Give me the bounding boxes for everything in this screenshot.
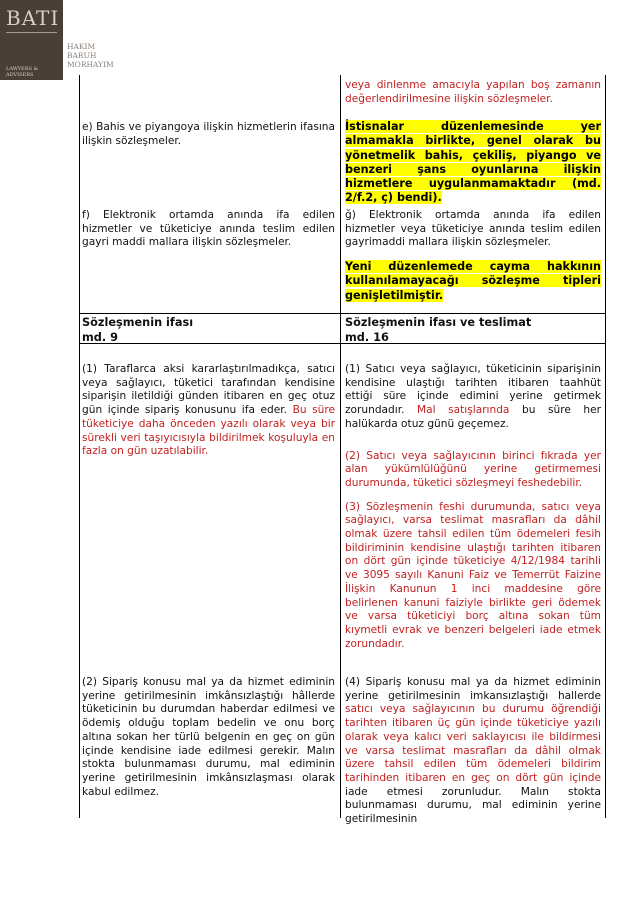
paragraph-text: iade etmesi zorunludur. Malın stokta bulunmaması durumu, mal ediminin yerine getirilmesinin xyxy=(345,785,601,826)
paragraph-text: bu süre her halükarda otuz günü geçemez. xyxy=(345,404,601,430)
article-number: md. 16 xyxy=(345,330,389,344)
table-cell xyxy=(82,676,335,799)
paragraph-text-red: Bu süre tüketiciye daha önceden yazılı olarak veya bir sürekli veri taşıyıcısıyla bildirilmek koşuluyla en fazla on gün uzatılabilir. xyxy=(82,404,335,458)
highlighted-note: İstisnalar düzenlemesinde yer almamakla birlikte, genel olarak bu yönetmelik bahis, çekiliş, piyango ve benzeri şans oyunlarına ilişkin hizmetlere uygulanmamaktadır (md. 2/f.2, ç) bendi). xyxy=(345,120,601,205)
table-cell xyxy=(82,363,335,459)
paragraph-text: (4) Sipariş konusu mal ya da hizmet ediminin yerine getirilmesinin imkansızlaştığı hallerde xyxy=(345,676,601,702)
section-header-left xyxy=(82,316,335,345)
cell-text: ğ) Elektronik ortamda anında ifa edilen hizmetler veya tüketiciye anında teslim edilen gayrimaddi mallara ilişkin sözleşmeler. xyxy=(345,209,601,249)
section-title: Sözleşmenin ifası ve teslimat xyxy=(345,316,532,329)
paragraph-text: (2) Sipariş konusu mal ya da hizmet ediminin yerine getirilmesinin imkânsızlaştığı hâllerde tüketicinin bu durumdan haberdar edilmesi ve ödemiş olduğu toplam bedelin ve onu borç altına sokan her türlü belgenin en geç on gün içinde kendisine iade edilmesi gerekir. Malın stokta bulunmaması durumu, mal ediminin yerine getirilmesinin imkânsızlaşması olarak kabul edilmez. xyxy=(82,676,335,798)
paragraph-text-red: (2) Satıcı veya sağlayıcının birinci fıkrada yer alan yükümlülüğünü yerine getirmemesi durumunda, tüketici sözleşmeyi feshedebilir. xyxy=(345,449,601,489)
logo-text: BATI xyxy=(6,6,60,30)
partner-name: HAKIM xyxy=(67,42,96,51)
table-border-right xyxy=(605,75,606,818)
logo-tagline: LAWYERS & ADVISERS xyxy=(6,66,39,78)
table-cell xyxy=(345,120,601,206)
cell-text: e) Bahis ve piyangoya ilişkin hizmetlerin ifasına ilişkin sözleşmeler. xyxy=(82,121,335,147)
logo-divider xyxy=(6,32,57,33)
table-cell xyxy=(345,363,601,651)
paragraph-text-red: (3) Sözleşmenin feshi durumunda, satıcı veya sağlayıcı, varsa teslimat masrafları da dâhil olmak üzere tahsil edilen tüm ödemeleri fesih bildiriminin kendisine ulaştığı tarihten itibaren on dört gün içinde tüketiciye 4/12/1984 tarihli ve 3095 sayılı Kanuni Faiz ve Temerrüt Faizine İlişkin Kanunun 1 inci maddesine göre belirlenen kanuni faiziyle birlikte geri ödemek ve varsa tüketiciyi borç altına sokan tüm kıymetli evrak ve benzeri belgeleri iade etmek zorundadır. xyxy=(345,500,601,650)
partner-names xyxy=(67,42,114,69)
highlighted-note: Yeni düzenlemede cayma hakkının kullanılamayacağı sözleşme tipleri genişletilmiştir. xyxy=(345,260,601,302)
table-row-divider xyxy=(79,313,606,314)
paragraph-text-red: Mal satışlarında xyxy=(417,404,510,417)
table-cell xyxy=(345,209,601,303)
firm-logo xyxy=(0,0,63,80)
table-border-left xyxy=(79,75,80,818)
table-cell xyxy=(82,121,335,148)
table-border-middle xyxy=(340,75,341,818)
cell-text: f) Elektronik ortamda anında ifa edilen hizmetler ve tüketiciye anında teslim edilen gayri maddi mallara ilişkin sözleşmeler. xyxy=(82,209,335,249)
paragraph-text-red: satıcı veya sağlayıcının bu durumu öğrendiği tarihten itibaren üç gün içinde tüketiciye yazılı olarak veya kalıcı veri saklayıcısı ile bildirmesi ve varsa teslimat masrafları da dâhil olmak üzere tahsil edilen tüm ödemeleri bildirim tarihinden itibaren en geç on dört gün içinde xyxy=(345,703,601,784)
cell-text: veya dinlenme amacıyla yapılan boş zamanın değerlendirilmesine ilişkin sözleşmeler. xyxy=(345,79,601,105)
table-cell xyxy=(82,209,335,250)
paragraph-text: (1) Taraflarca aksi kararlaştırılmadıkça, satıcı veya sağlayıcı, tüketici tarafından kendisine siparişin iletildiği günden itibaren en geç otuz gün içinde sipariş konusunu ifa eder. xyxy=(82,363,335,417)
section-header-right xyxy=(345,316,601,345)
partner-name: BARUH xyxy=(67,51,97,60)
paragraph-text: (1) Satıcı veya sağlayıcı, tüketicinin siparişinin kendisine ulaştığı tarihten itibaren taahhüt ettiği süre içinde edimini yerine getirmek zorundadır. xyxy=(345,363,601,417)
table-cell xyxy=(345,676,601,827)
partner-name: MORHAYIM xyxy=(67,60,114,69)
table-cell xyxy=(345,79,601,106)
article-number: md. 9 xyxy=(82,330,118,344)
section-title: Sözleşmenin ifası xyxy=(82,316,194,329)
